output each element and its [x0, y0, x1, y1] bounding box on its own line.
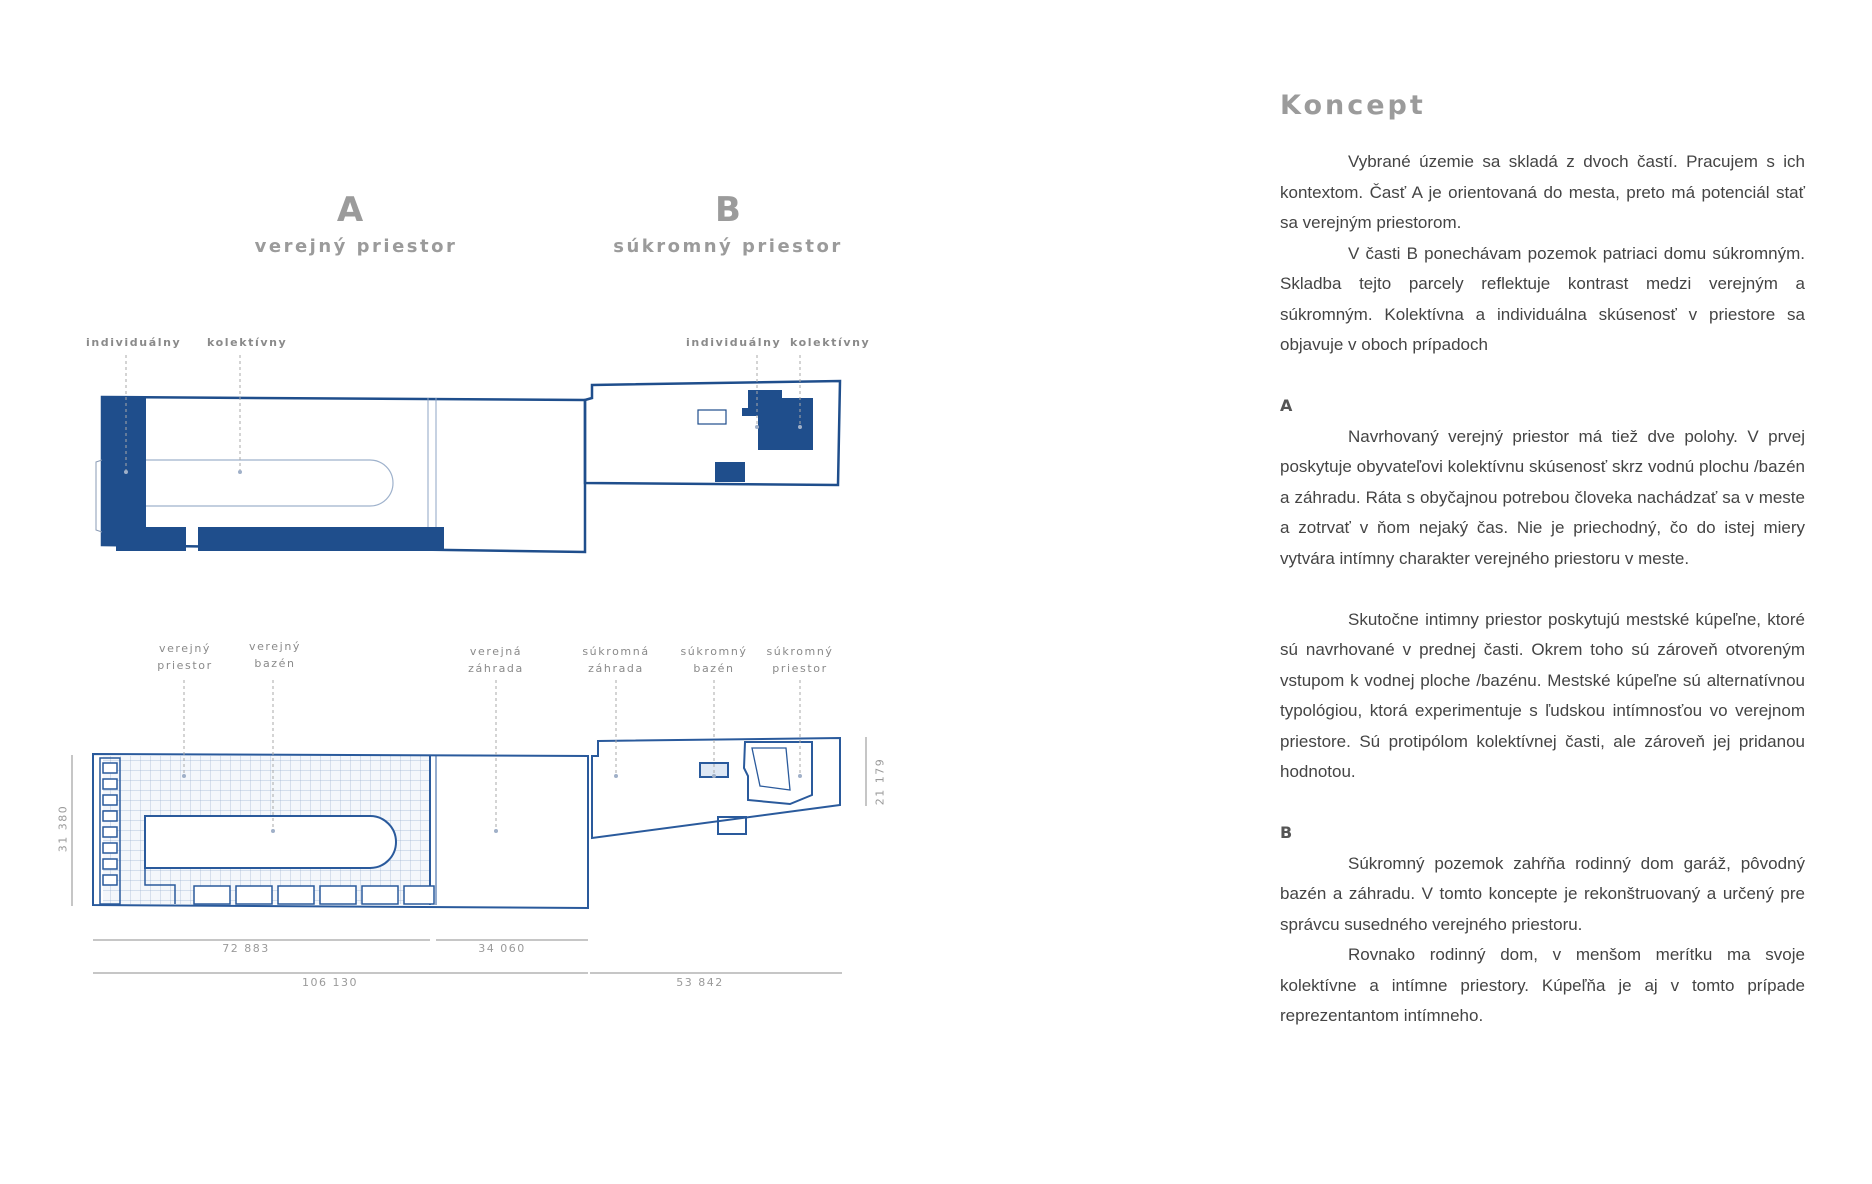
- top-plan-b: [585, 381, 840, 485]
- section-a-paragraph-1: Navrhovaný verejný priestor má tiež dve polohy. V prvej poskytuje obyvateľovi kolektívnu skúsenosť skrz vodnú plochu /bazén a záhradu. Ráta s obyčajnou potrebou človeka nachádzať sa v meste a zotrvať v ňom nejaký čas. Nie je priechodný, čo do istej miery vytvára intímny charakter verejného priestoru v meste.: [1280, 426, 1805, 568]
- label-private-space: súkromný priestor: [766, 645, 834, 675]
- section-b-paragraph-2: Rovnako rodinný dom, v menšom merítku ma svoje kolektívne a intímne priestory. Kúpeľňa je aj v tomto prípade reprezentantom intímneho.: [1280, 945, 1805, 1025]
- dim-a-total: 106 130: [302, 976, 358, 989]
- label-a-collective: kolektívny: [207, 336, 288, 349]
- label-b-collective: kolektívny: [790, 336, 871, 349]
- label-private-garden: súkromná záhrada: [582, 645, 650, 675]
- intro-paragraph-1: Vybrané územie sa skladá z dvoch častí. Pracujem s ich kontextom. Časť A je orientovaná do mesta, preto má potenciál stať sa verejným priestorom.: [1280, 152, 1805, 232]
- dim-b-height: 21 179: [873, 757, 887, 806]
- top-plan-a: [96, 397, 585, 552]
- zone-a-letter: A: [336, 190, 364, 230]
- section-b-paragraph-1: Súkromný pozemok zahŕňa rodinný dom garáž, pôvodný bazén a záhradu. V tomto koncepte je rekonštruovaný a určený pre správcu susedného verejného priestoru.: [1280, 853, 1805, 934]
- intro-paragraph-2: V časti B ponechávam pozemok patriaci domu súkromným. Skladba tejto parcely reflektuje kontrast medzi verejným a súkromným. Kolektívna a individuálna skúsenosť v priestore sa objavuje v oboch prípadoch: [1280, 243, 1805, 354]
- section-b-title: B: [1280, 823, 1293, 842]
- zone-b-letter: B: [715, 190, 741, 230]
- label-a-individual: individuálny: [86, 336, 182, 349]
- label-public-space: verejný priestor: [157, 642, 213, 672]
- section-a-paragraph-2: Skutočne intimny priestor poskytujú mestské kúpeľne, ktoré sú navrhované v prednej časti. Okrem toho sú zároveň otvoreným vstupom k vodnej ploche /bazénu. Mestské kúpeľne sú alternatívnou typológiou, ktorá experimentuje s ľudskou intímnosťou vo verejnom priestore. Sú protipólom kolektívnej časti, ale zároveň jej pridanou hodnotou.: [1280, 609, 1805, 781]
- individual-block-a: [102, 397, 146, 545]
- label-b-individual: individuálny: [686, 336, 782, 349]
- pool-a-bottom: [145, 816, 396, 868]
- zone-b-name: súkromný priestor: [613, 236, 843, 257]
- page-title: Koncept: [1280, 90, 1426, 121]
- label-private-pool: súkromný bazén: [680, 645, 748, 675]
- pool-a-outline: [145, 460, 393, 506]
- section-a-title: A: [1280, 396, 1293, 415]
- dim-a-height: 31 380: [56, 804, 70, 853]
- dim-b-total: 53 842: [676, 976, 724, 989]
- label-public-garden: verejná záhrada: [468, 645, 524, 675]
- bottom-plan-b: [592, 738, 840, 838]
- bottom-plan-a: [93, 754, 588, 908]
- garage-b: [715, 462, 745, 482]
- dim-a-garden-part: 34 060: [478, 942, 526, 955]
- concept-text-column: [1280, 90, 1805, 1032]
- dim-a-pool-part: 72 883: [222, 942, 270, 955]
- label-public-pool: verejný bazén: [248, 640, 302, 670]
- zone-a-name: verejný priestor: [254, 236, 458, 257]
